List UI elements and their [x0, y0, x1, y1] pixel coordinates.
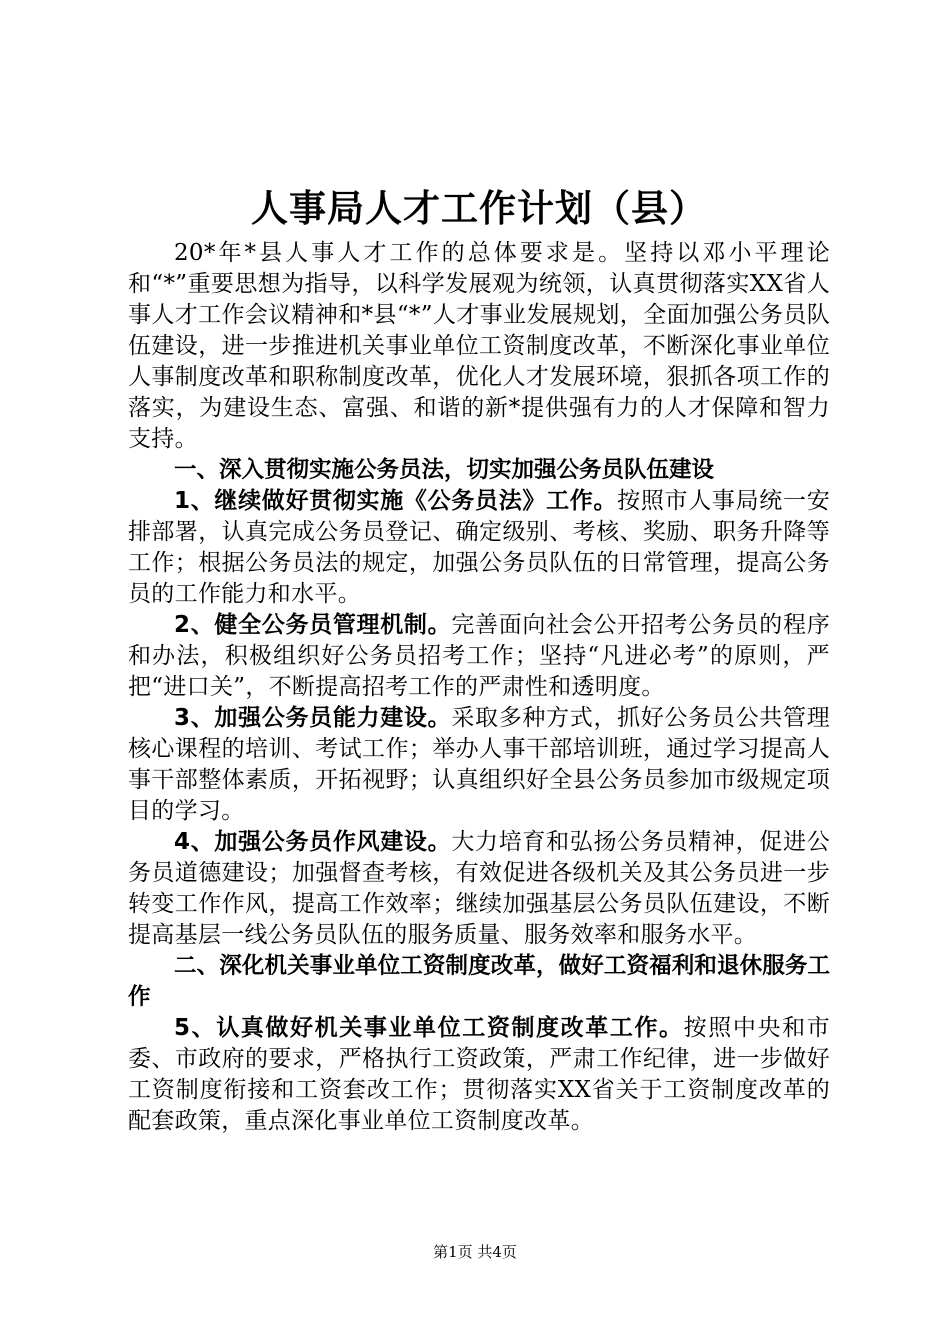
page-footer: 第1页 共4页: [433, 1243, 517, 1261]
list-item: [128, 827, 830, 951]
section-heading-1: 一、深入贯彻实施公务员法，切实加强公务员队伍建设: [174, 457, 715, 483]
item-text: 大力培育和弘扬公务员精神，促进公务员道德建设；加强督查考核，有效促进各级机关及其公务员进一步转变工作作风，提高工作效率；继续加强基层公务员队伍建设，不断提高基层一线公务员队伍的服务质量、服务效率和服务水平。: [128, 829, 830, 948]
item-text: 完善面向社会公开招考公务员的程序和办法，积极组织好公务员招考工作；坚持“凡进必考”的原则，严把“进口关”，不断提高招考工作的严肃性和透明度。: [128, 612, 830, 700]
list-item: [128, 1013, 830, 1137]
list-item: [128, 703, 830, 827]
item-lead: 1、继续做好贯彻实施《公务员法》工作。: [174, 488, 618, 514]
intro-text: 20*年*县人事人才工作的总体要求是。坚持以邓小平理论和“*”重要思想为指导，以科学发展观为统领，认真贯彻落实XX省人事人才工作会议精神和*县“*”人才事业发展规划，全面加强公务员队伍建设，进一步推进机关事业单位工资制度改革，不断深化事业单位人事制度改革和职称制度改革，优化人才发展环境，狠抓各项工作的落实，为建设生态、富强、和谐的新*提供强有力的人才保障和智力支持。: [128, 240, 830, 452]
item-lead: 4、加强公务员作风建设。: [174, 829, 452, 855]
section-heading-2: 二、深化机关事业单位工资制度改革，做好工资福利和退休服务工作: [128, 953, 830, 1010]
list-item: [128, 486, 830, 610]
item-text: 按照市人事局统一安排部署，认真完成公务员登记、确定级别、考核、奖励、职务升降等工作；根据公务员法的规定，加强公务员队伍的日常管理，提高公务员的工作能力和水平。: [128, 488, 830, 607]
document-title: 人事局人才工作计划（县）: [251, 186, 707, 230]
document-body: [128, 238, 830, 1137]
item-text: 采取多种方式，抓好公务员公共管理核心课程的培训、考试工作；举办人事干部培训班，通过学习提高人事干部整体素质，开拓视野；认真组织好全县公务员参加市级规定项目的学习。: [128, 705, 830, 824]
item-lead: 2、健全公务员管理机制。: [174, 612, 452, 638]
item-text: 按照中央和市委、市政府的要求，严格执行工资政策，严肃工作纪律，进一步做好工资制度衔接和工资套改工作；贯彻落实XX省关于工资制度改革的配套政策，重点深化事业单位工资制度改革。: [128, 1015, 830, 1134]
list-item: [128, 610, 830, 703]
intro-paragraph: [128, 238, 830, 455]
item-lead: 3、加强公务员能力建设。: [174, 705, 452, 731]
item-lead: 5、认真做好机关事业单位工资制度改革工作。: [174, 1015, 684, 1041]
